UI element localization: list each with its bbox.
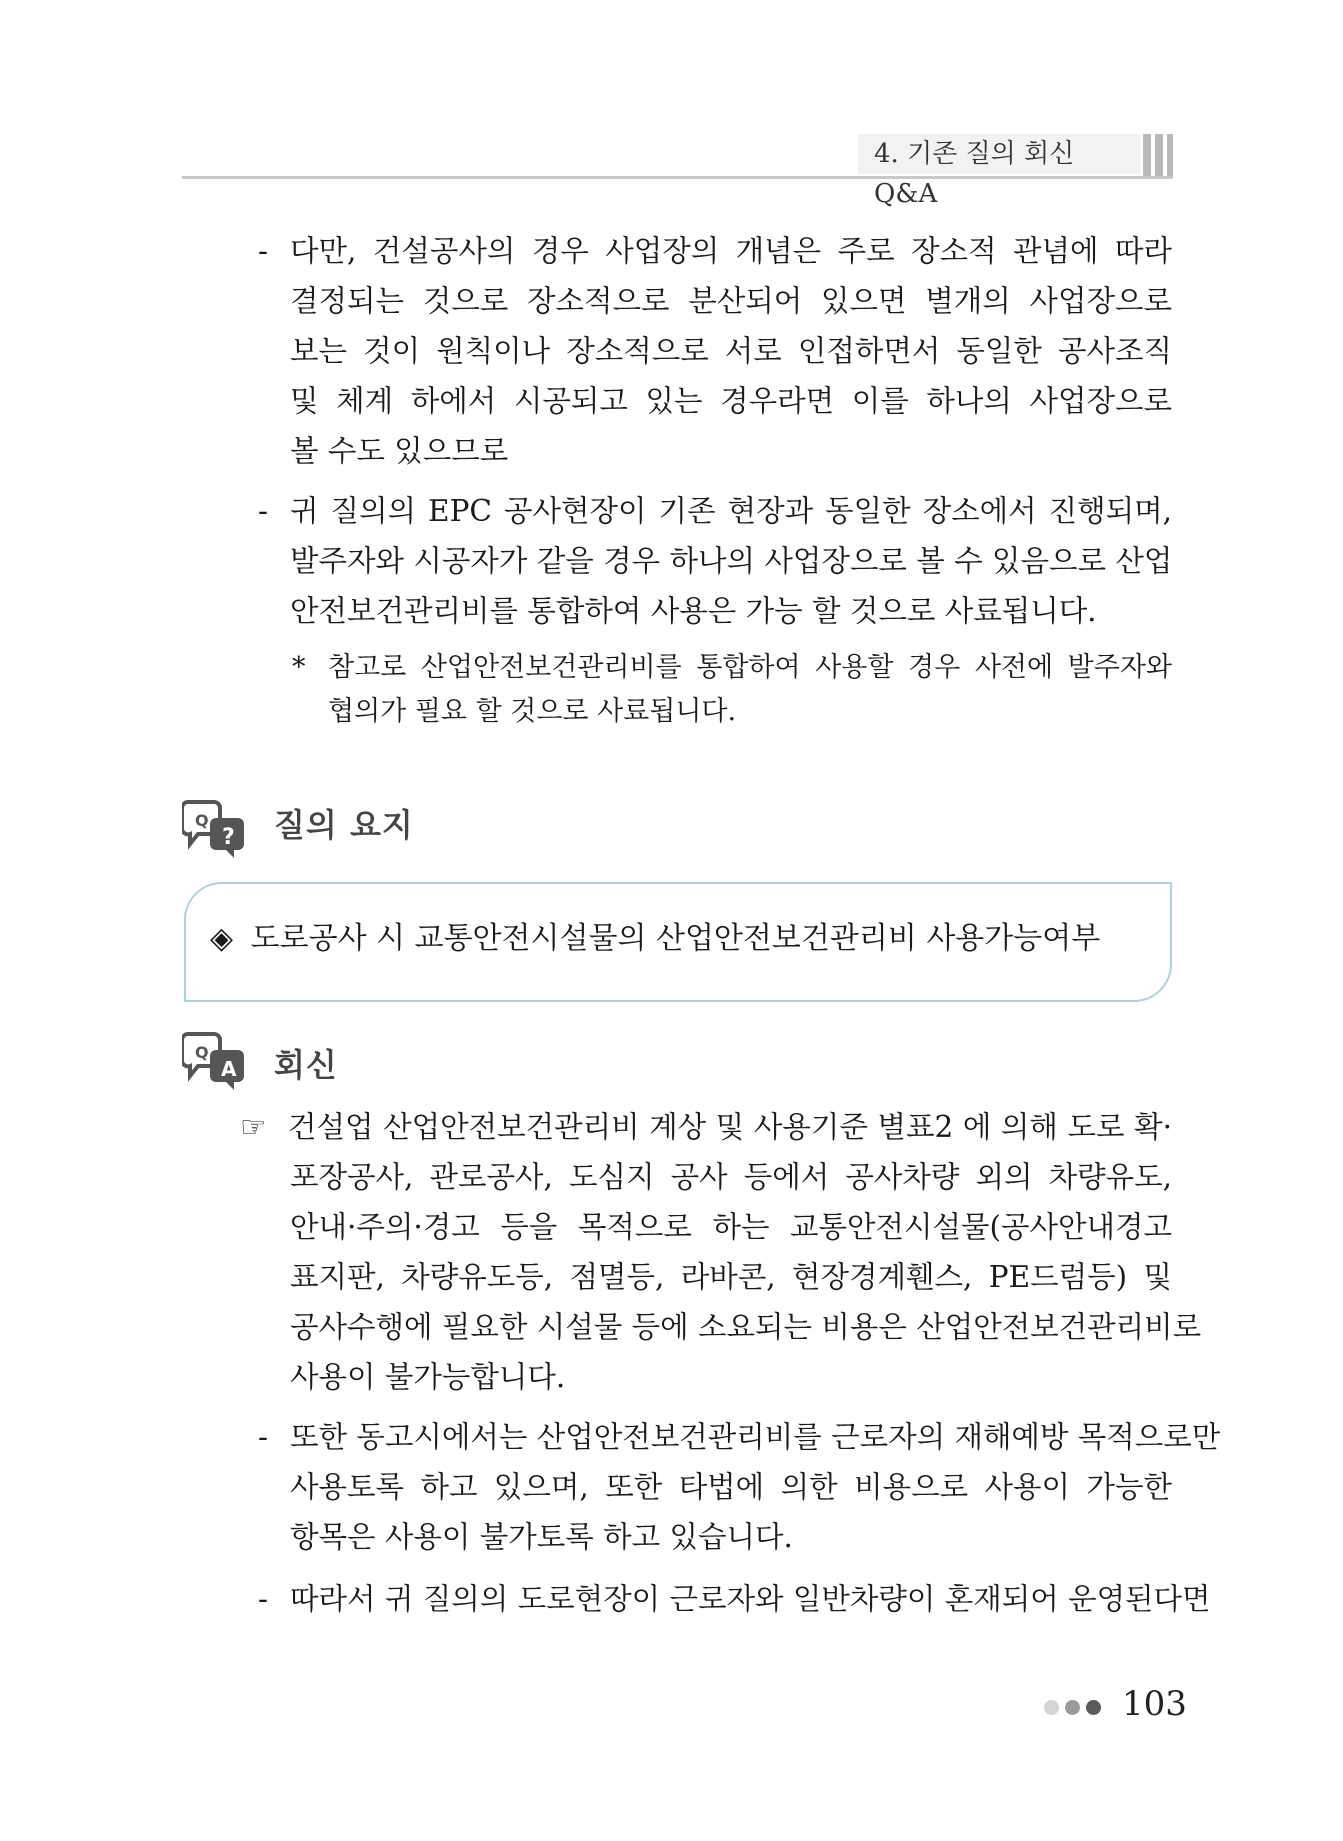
page-dot — [1065, 1700, 1080, 1715]
qa-answer-icon — [182, 1028, 248, 1092]
text-line: 건설업 산업안전보건관리비 계상 및 사용기준 별표2 에 의해 도로 확· — [288, 1110, 1172, 1144]
answer-paragraph-1 — [240, 1102, 1202, 1402]
text-line: 귀 질의의 EPC 공사현장이 기존 현장과 동일한 장소에서 진행되며, — [290, 494, 1172, 528]
section-title-answer: 회신 — [274, 1046, 338, 1084]
text-line: 안전보건관리비를 통합하여 사용은 가능 할 것으로 사료됩니다. — [290, 594, 1097, 628]
svg-text:?: ? — [222, 825, 235, 850]
page-dot — [1044, 1700, 1059, 1715]
text-line: 및 체계 하에서 시공되고 있는 경우라면 이를 하나의 사업장으로 — [290, 384, 1172, 418]
dash-marker: - — [258, 1582, 268, 1616]
text-line: 발주자와 시공자가 같을 경우 하나의 사업장으로 볼 수 있음으로 산업 — [290, 544, 1173, 578]
answer-paragraph-3 — [258, 1574, 1211, 1624]
text-line: 사용이 불가능합니다. — [290, 1360, 566, 1394]
header-decoration-bars — [1141, 134, 1181, 178]
text-line: 참고로 산업안전보건관리비를 통합하여 사용할 경우 사전에 발주자와 — [328, 652, 1172, 683]
dash-marker: - — [258, 1420, 268, 1454]
text-line: 사용토록 하고 있으며, 또한 타법에 의한 비용으로 사용이 가능한 — [290, 1470, 1172, 1504]
asterisk-marker: * — [292, 652, 306, 683]
dash-marker: - — [258, 494, 268, 528]
page-dots-decoration — [1044, 1700, 1107, 1719]
text-line: 공사수행에 필요한 시설물 등에 소요되는 비용은 산업안전보건관리비로 — [290, 1310, 1202, 1344]
running-header: 4. 기존 질의 회신 Q&A — [858, 134, 1141, 174]
svg-text:Q: Q — [195, 811, 209, 830]
text-line: 다만, 건설공사의 경우 사업장의 개념은 주로 장소적 관념에 따라 — [290, 234, 1172, 268]
dash-marker: - — [258, 234, 268, 268]
page-number: 103 — [1122, 1684, 1187, 1724]
header-rule — [182, 176, 1172, 179]
text-line: 항목은 사용이 불가토록 하고 있습니다. — [290, 1520, 793, 1554]
diamond-marker: ◈ — [210, 921, 234, 956]
svg-text:Q: Q — [195, 1043, 209, 1062]
paragraph-block-2 — [258, 486, 1172, 636]
paragraph-block-1 — [258, 226, 1172, 476]
summary-item — [210, 916, 1100, 962]
text-line: 포장공사, 관로공사, 도심지 공사 등에서 공사차량 외의 차량유도, — [290, 1160, 1172, 1194]
qa-question-icon — [182, 796, 248, 860]
text-line: 따라서 귀 질의의 도로현장이 근로자와 일반차량이 혼재되어 운영된다면 — [290, 1582, 1211, 1616]
text-line: 또한 동고시에서는 산업안전보건관리비를 근로자의 재해예방 목적으로만 — [290, 1420, 1221, 1454]
summary-item-text: 도로공사 시 교통안전시설물의 산업안전보건관리비 사용가능여부 — [250, 921, 1101, 956]
svg-text:A: A — [221, 1057, 237, 1081]
text-line: 볼 수도 있으므로 — [290, 434, 509, 468]
text-line: 보는 것이 원칙이나 장소적으로 서로 인접하면서 동일한 공사조직 — [290, 334, 1172, 368]
text-line: 안내·주의·경고 등을 목적으로 하는 교통안전시설물(공사안내경고 — [290, 1210, 1172, 1244]
answer-paragraph-2 — [258, 1412, 1221, 1562]
text-line: 결정되는 것으로 장소적으로 분산되어 있으면 별개의 사업장으로 — [290, 284, 1172, 318]
reference-note — [292, 646, 1172, 734]
page-dot — [1086, 1700, 1101, 1715]
text-line: 표지판, 차량유도등, 점멸등, 라바콘, 현장경계휀스, PE드럼등) 및 — [290, 1260, 1172, 1294]
text-line: 협의가 필요 할 것으로 사료됩니다. — [328, 696, 737, 727]
section-title-summary: 질의 요지 — [274, 806, 414, 844]
pointing-hand-marker: ☞ — [240, 1110, 267, 1144]
